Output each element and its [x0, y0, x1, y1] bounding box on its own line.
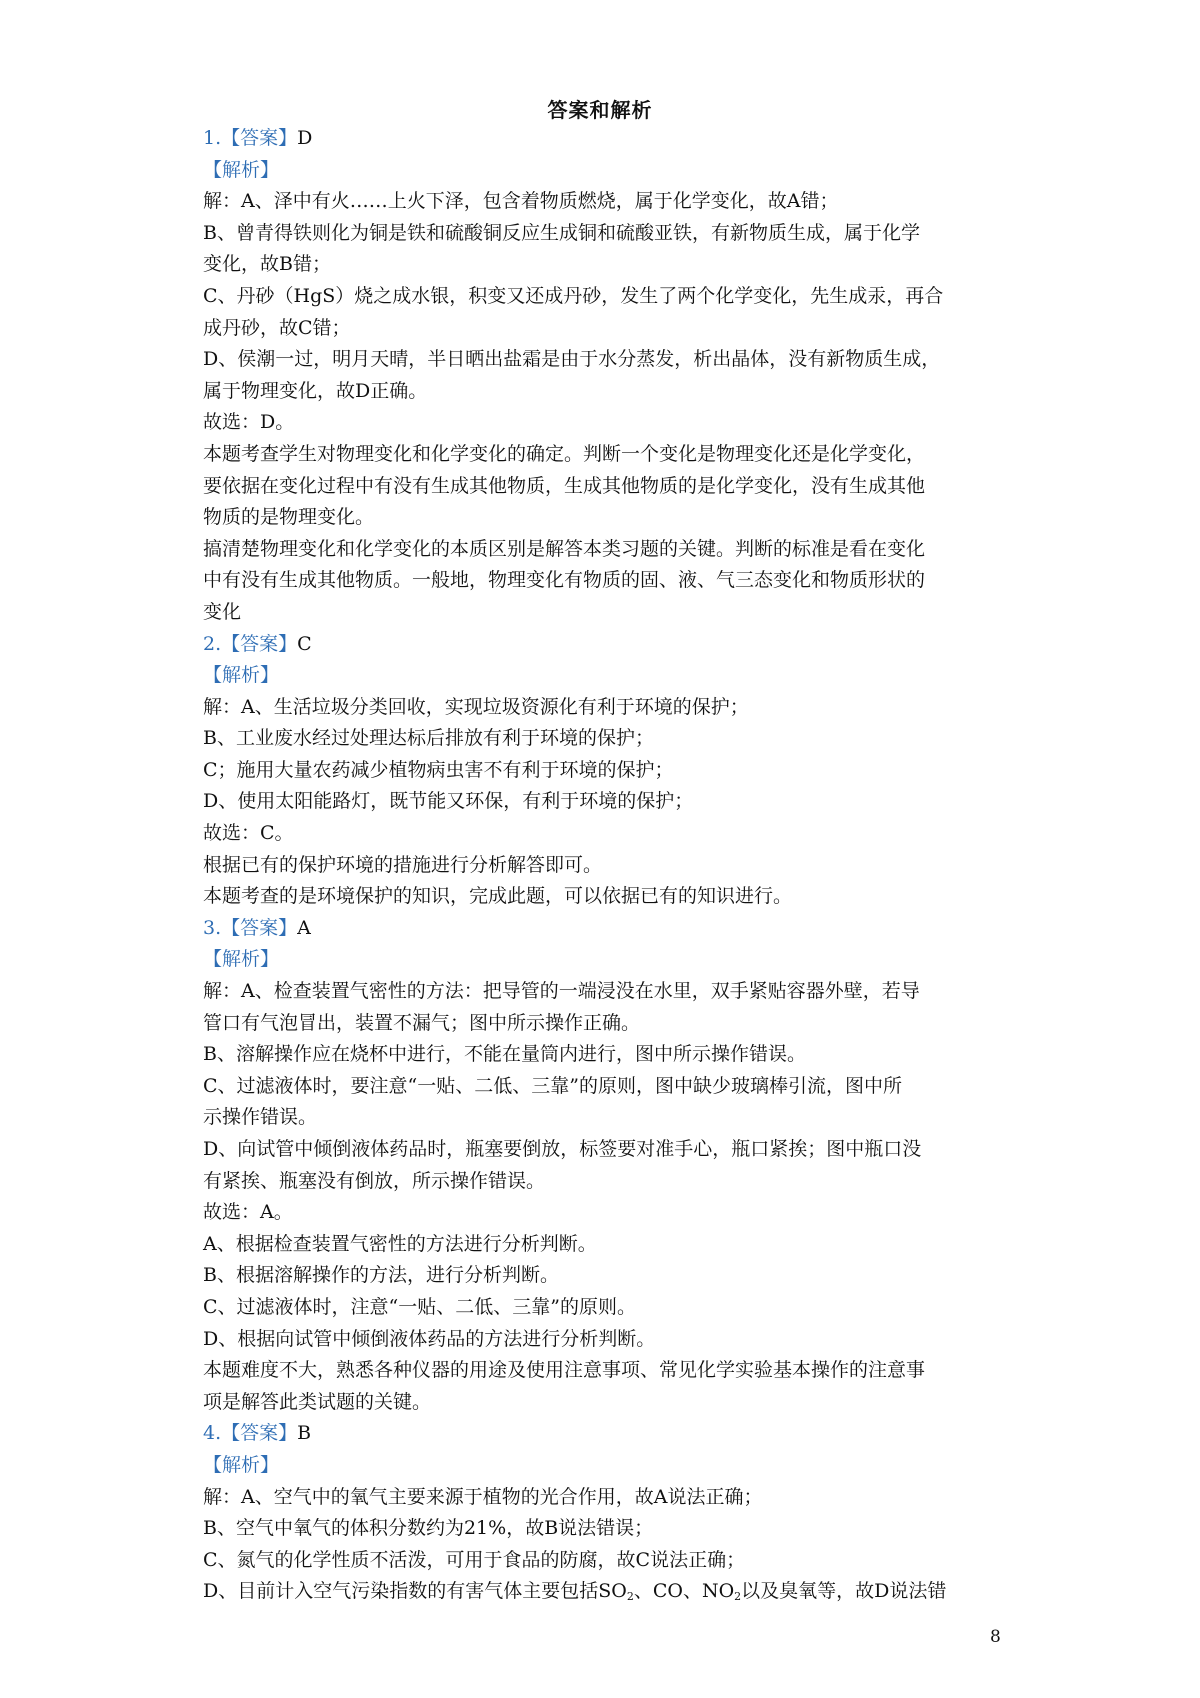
text-fragment: 以及臭氧等，故D说法错	[741, 1580, 947, 1603]
text-line: D、根据向试管中倾倒液体药品的方法进行分析判断。	[203, 1327, 656, 1350]
text-line: C、过滤液体时，注意“一贴、二低、三靠”的原则。	[203, 1295, 636, 1318]
text-line: B、溶解操作应在烧杯中进行，不能在量筒内进行，图中所示操作错误。	[203, 1043, 806, 1066]
text-line: B、工业废水经过处理达标后排放有利于环境的保护；	[203, 727, 654, 750]
text-line: C、氮气的化学性质不活泼，可用于食品的防腐，故C说法正确；	[203, 1548, 746, 1571]
answer-header-2	[203, 629, 1003, 661]
answer-header-3	[203, 913, 1003, 945]
text-line: B、根据溶解操作的方法，进行分析判断。	[203, 1264, 559, 1287]
text-line: 根据已有的保护环境的措施进行分析解答即可。	[203, 853, 603, 876]
text-line: 本题难度不大，熟悉各种仪器的用途及使用注意事项、常见化学实验基本操作的注意事	[203, 1359, 926, 1382]
analysis-tag: 【解析】	[203, 1453, 280, 1476]
answer-header-1	[203, 123, 1003, 155]
text-line: 解：A、泽中有火……上火下泽，包含着物质燃烧，属于化学变化，故A错；	[203, 190, 839, 213]
text-line: C、丹砂（HgS）烧之成水银，积变又还成丹砂，发生了两个化学变化，先生成汞，再合	[203, 284, 944, 307]
analysis-tag: 【解析】	[203, 948, 280, 971]
text-line: 变化	[203, 600, 242, 623]
text-line: B、空气中氧气的体积分数约为21%，故B说法错误；	[203, 1517, 654, 1540]
question-number: 1.	[203, 127, 222, 149]
text-line: 管口有气泡冒出，装置不漏气；图中所示操作正确。	[203, 1011, 641, 1034]
analysis-tag: 【解析】	[203, 664, 280, 687]
text-line: C；施用大量农药减少植物病虫害不有利于环境的保护；	[203, 758, 674, 781]
text-line: 属于物理变化，故D正确。	[203, 379, 428, 402]
answer-tag: 【答案】	[221, 127, 298, 149]
answer-value: D	[297, 127, 313, 149]
text-line-with-subscripts	[203, 1576, 1003, 1608]
text-line: D、向试管中倾倒液体药品时，瓶塞要倒放，标签要对准手心，瓶口紧挨；图中瓶口没	[203, 1138, 922, 1160]
page-number: 8	[990, 1627, 1001, 1647]
question-number: 4.	[203, 1422, 222, 1445]
analysis-tag: 【解析】	[203, 158, 280, 181]
text-line: 示操作错误。	[203, 1106, 318, 1129]
text-line: 项是解答此类试题的关键。	[203, 1390, 432, 1413]
text-line: 要依据在变化过程中有没有生成其他物质，生成其他物质的是化学变化，没有生成其他	[203, 474, 926, 497]
text-line: 故选：A。	[203, 1201, 293, 1224]
question-number: 3.	[203, 916, 222, 939]
answer-tag: 【答案】	[221, 1422, 298, 1445]
answer-tag: 【答案】	[221, 916, 298, 939]
question-number: 2.	[203, 632, 222, 655]
text-line: 解：A、空气中的氧气主要来源于植物的光合作用，故A说法正确；	[203, 1485, 763, 1508]
page-title: 答案和解析	[547, 98, 653, 122]
text-line: D、侯潮一过，明月天晴，半日晒出盐霜是由于水分蒸发，析出晶体，没有新物质生成，	[203, 348, 941, 371]
text-line: 中有没有生成其他物质。一般地，物理变化有物质的固、液、气三态变化和物质形状的	[203, 569, 926, 592]
text-line: 故选：C。	[203, 822, 294, 845]
text-line: 成丹砂，故C错；	[203, 316, 351, 339]
answer-body	[203, 123, 1003, 1608]
answer-header-4	[203, 1418, 1003, 1450]
text-line: 解：A、检查装置气密性的方法：把导管的一端浸没在水里，双手紧贴容器外壁，若导	[203, 980, 920, 1003]
text-line: 搞清楚物理变化和化学变化的本质区别是解答本类习题的关键。判断的标准是看在变化	[203, 537, 926, 560]
text-line: B、曾青得铁则化为铜是铁和硫酸铜反应生成铜和硫酸亚铁，有新物质生成，属于化学	[203, 221, 920, 244]
text-fragment: D、目前计入空气污染指数的有害气体主要包括SO	[203, 1580, 627, 1603]
text-line: C、过滤液体时，要注意“一贴、二低、三靠”的原则，图中缺少玻璃棒引流，图中所	[203, 1074, 902, 1097]
text-line: 故选：D。	[203, 411, 295, 434]
text-line: 物质的是物理变化。	[203, 506, 375, 529]
text-line: 有紧挨、瓶塞没有倒放，所示操作错误。	[203, 1169, 546, 1192]
text-line: 解：A、生活垃圾分类回收，实现垃圾资源化有利于环境的保护；	[203, 695, 749, 718]
subscript: 2	[626, 1590, 634, 1604]
answer-tag: 【答案】	[221, 632, 298, 655]
answer-value: B	[297, 1422, 312, 1445]
text-line: A、根据检查装置气密性的方法进行分析判断。	[203, 1232, 597, 1255]
answer-value: A	[297, 916, 311, 939]
text-line: 本题考查的是环境保护的知识，完成此题，可以依据已有的知识进行。	[203, 885, 793, 908]
text-line: 本题考查学生对物理变化和化学变化的确定。判断一个变化是物理变化还是化学变化，	[203, 442, 926, 465]
text-line: D、使用太阳能路灯，既节能又环保，有利于环境的保护；	[203, 790, 694, 813]
text-line: 变化，故B错；	[203, 253, 331, 276]
subscript: 2	[734, 1590, 742, 1604]
text-fragment: 、CO、NO	[633, 1580, 735, 1603]
answer-value: C	[297, 632, 312, 655]
